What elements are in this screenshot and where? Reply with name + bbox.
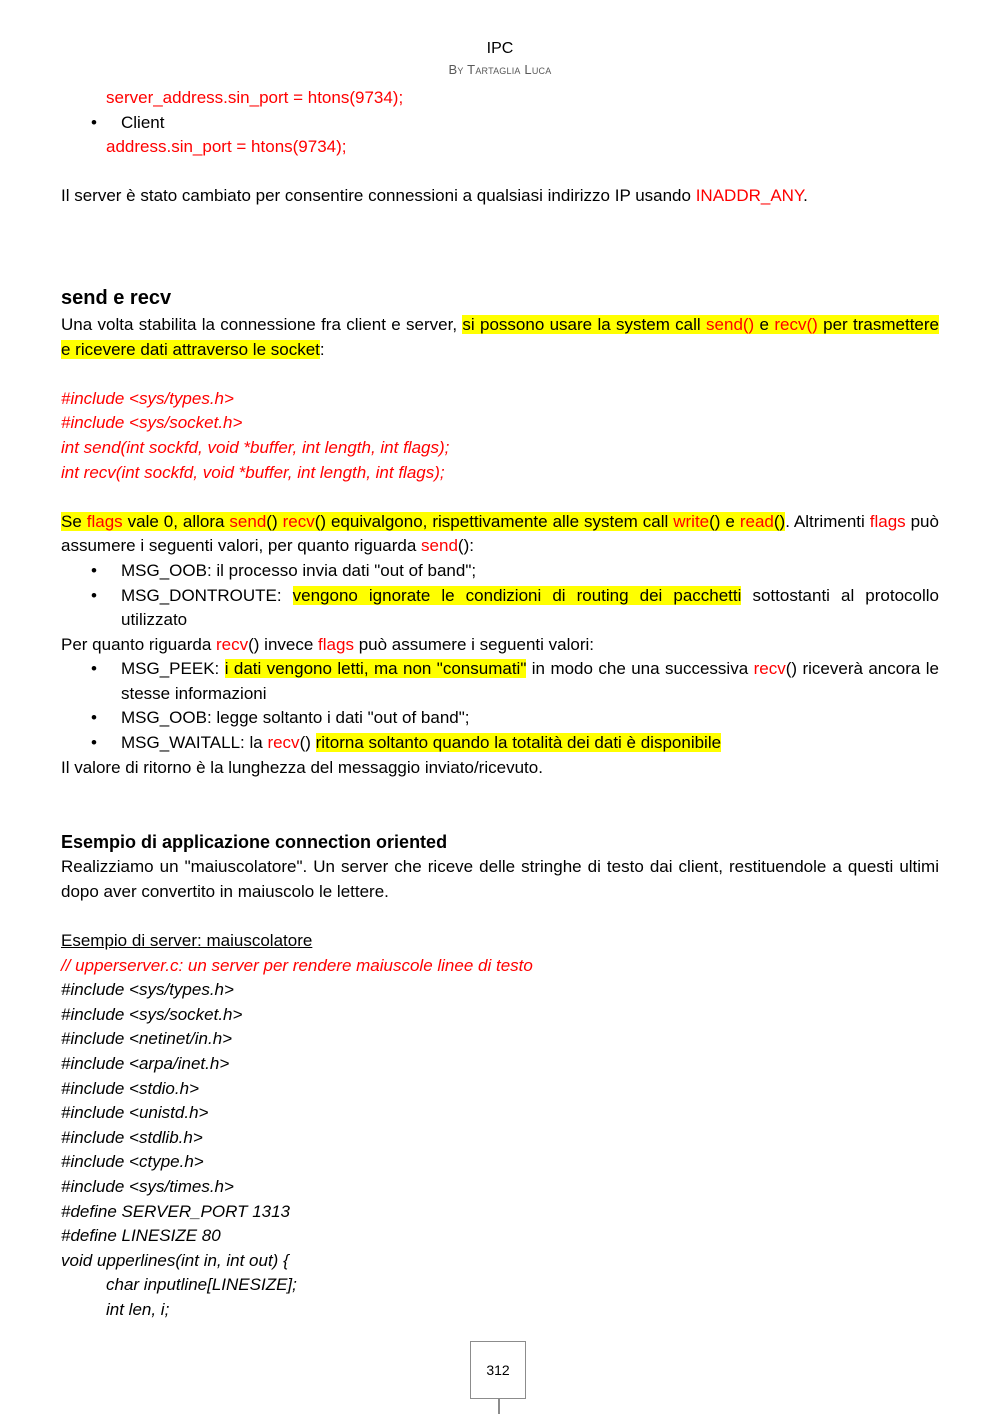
list-item: • MSG_WAITALL: la recv() ritorna soltanto quando la totalità dei dati è disponibile [61, 731, 939, 756]
code-line: #include <sys/types.h> [61, 388, 234, 408]
page-header [0, 38, 1000, 80]
code-comment: // upperserver.c: un server per rendere maiuscole linee di testo [61, 955, 533, 975]
code-line: #include <stdio.h> [61, 1078, 199, 1098]
list-item: • MSG_DONTROUTE: vengono ignorate le condizioni di routing dei pacchetti sottostanti al protocollo utilizzato [61, 584, 939, 633]
page-number: 312 [470, 1341, 526, 1399]
page-number-connector [498, 1399, 500, 1414]
example-intro: Realizziamo un "maiuscolatore". Un server che riceve delle stringhe di testo dai client, restituendole a questi ultimi dopo aver convertito in maiuscolo le lettere. [61, 857, 939, 901]
code-line: #include <stdlib.h> [61, 1127, 203, 1147]
page-content [61, 86, 939, 1323]
client-list [61, 111, 939, 136]
send-recv-intro: Una volta stabilita la connessione fra client e server, si possono usare la system call send() e recv() per trasmettere e ricevere dati attraverso le socket: [61, 314, 939, 359]
code-line: #include <sys/socket.h> [61, 413, 243, 433]
return-value-note: Il valore di ritorno è la lunghezza del messaggio inviato/ricevuto. [61, 757, 543, 777]
server-port-code: server_address.sin_port = htons(9734); [106, 88, 404, 107]
send-flags-list [61, 559, 939, 633]
server-code-block [61, 978, 939, 1322]
client-port-code: address.sin_port = htons(9734); [106, 137, 347, 157]
recv-flags-intro: Per quanto riguarda recv() invece flags può assumere i seguenti valori: [61, 634, 594, 654]
header-author: By Tartaglia Luca [448, 62, 552, 77]
code-line: int len, i; [106, 1299, 170, 1319]
code-line: #define SERVER_PORT 1313 [61, 1201, 291, 1221]
recv-flags-list [61, 657, 939, 755]
code-line: #include <unistd.h> [61, 1103, 209, 1123]
server-example-title: Esempio di server: maiuscolatore [61, 931, 313, 951]
code-line: void upperlines(int in, int out) { [61, 1250, 289, 1270]
server-note: Il server è stato cambiato per consentire connessioni a qualsiasi indirizzo IP usando INADDR_ANY. [61, 186, 808, 206]
code-line: #include <arpa/inet.h> [61, 1054, 230, 1073]
code-line: #include <ctype.h> [61, 1152, 204, 1172]
code-line: #include <sys/socket.h> [61, 1004, 243, 1024]
code-line: #include <sys/times.h> [61, 1176, 234, 1196]
code-line: #include <sys/types.h> [61, 980, 234, 1000]
code-line: int send(int sockfd, void *buffer, int length, int flags); [61, 437, 450, 457]
flags-paragraph: Se flags vale 0, allora send() recv() equivalgono, rispettivamente alle system call write() e read(). Altrimenti flags può assumere i seguenti valori, per quanto riguarda send(): [61, 511, 939, 556]
send-recv-prototypes [61, 387, 939, 485]
section-heading-send-recv: send e recv [61, 286, 172, 309]
list-item: • MSG_OOB: legge soltanto i dati "out of band"; [61, 706, 939, 731]
list-item: • MSG_OOB: il processo invia dati "out of band"; [61, 559, 939, 584]
code-line: char inputline[LINESIZE]; [106, 1275, 297, 1295]
list-item: • MSG_PEEK: i dati vengono letti, ma non "consumati" in modo che una successiva recv() riceverà ancora le stesse informazioni [61, 657, 939, 706]
inaddr-any-keyword: INADDR_ANY [695, 186, 804, 206]
code-line: #include <netinet/in.h> [61, 1029, 233, 1049]
code-line: int recv(int sockfd, void *buffer, int length, int flags); [61, 462, 445, 482]
code-line: #define LINESIZE 80 [61, 1226, 221, 1246]
section-heading-example: Esempio di applicazione connection oriented [61, 832, 448, 853]
header-title: IPC [486, 40, 514, 57]
client-list-item: • Client [61, 111, 939, 136]
